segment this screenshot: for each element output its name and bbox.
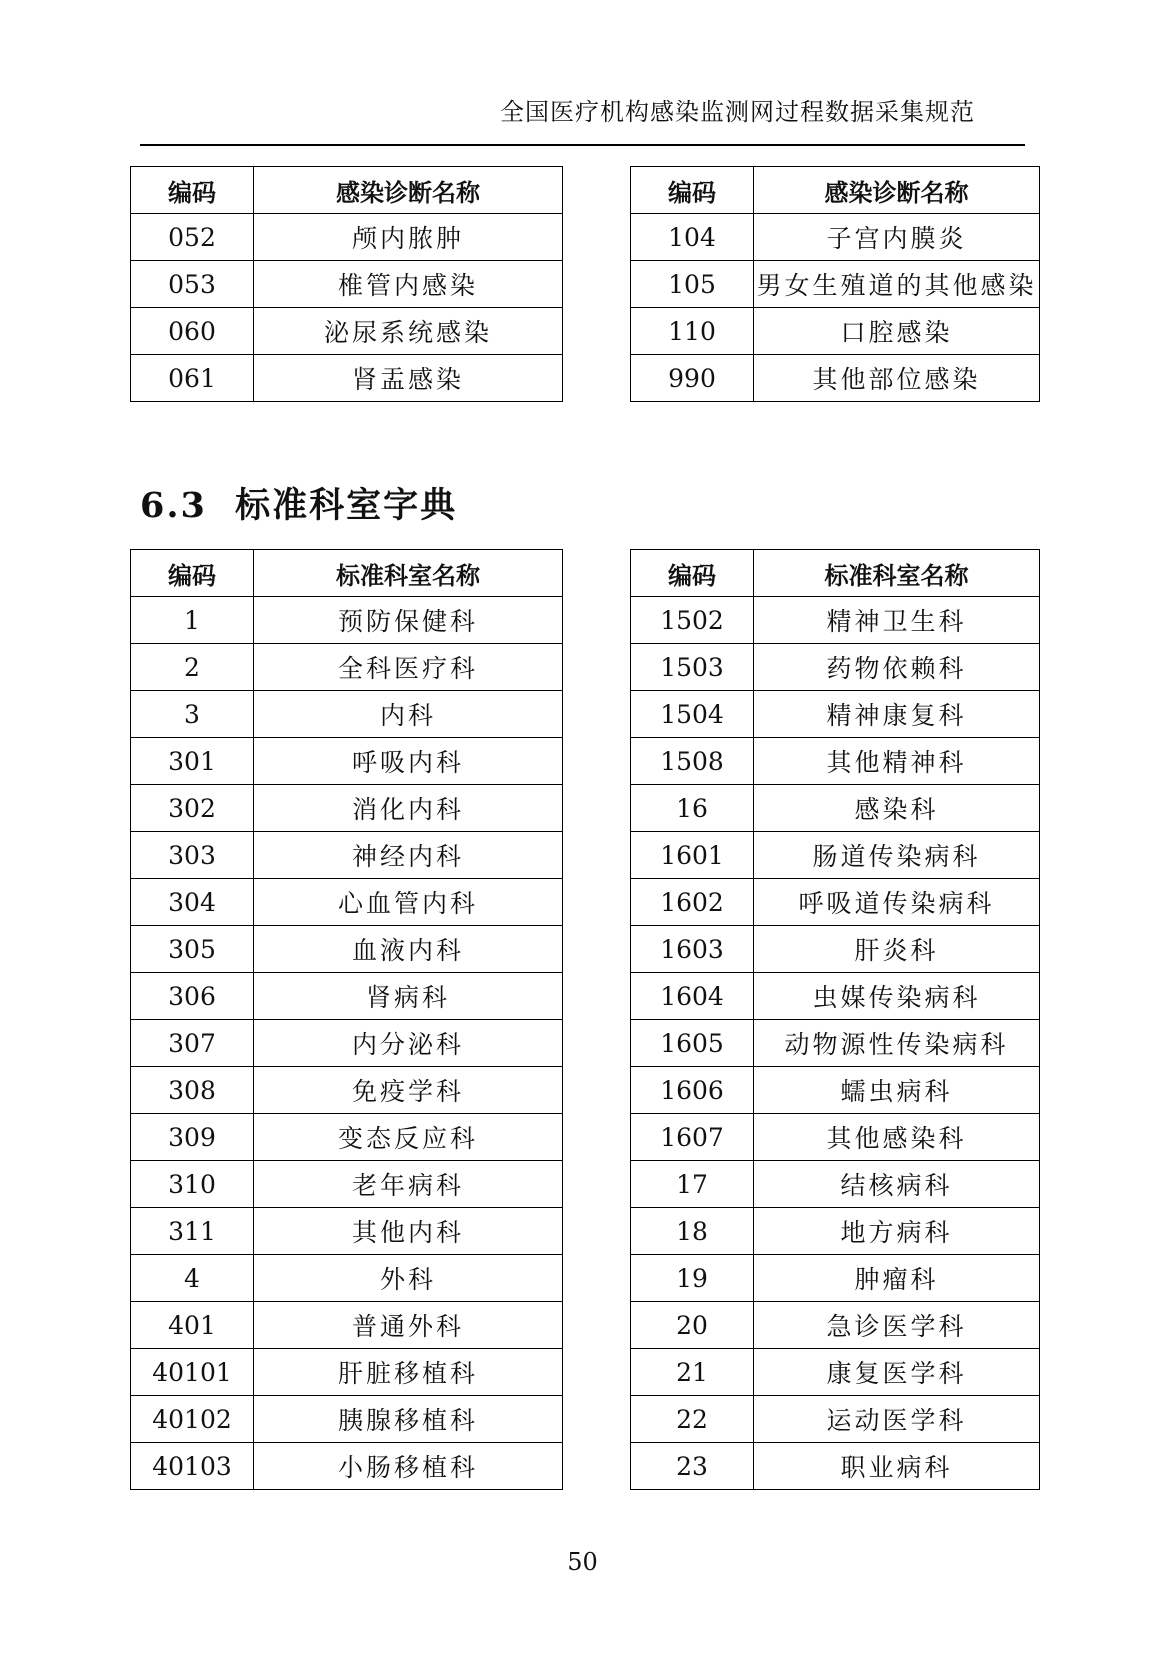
name-cell: 动物源性传染病科 xyxy=(754,1020,1040,1067)
column-header-code: 编码 xyxy=(631,550,754,597)
table-row xyxy=(131,973,563,1020)
table-row xyxy=(631,973,1040,1020)
table-row xyxy=(631,879,1040,926)
name-cell: 内分泌科 xyxy=(254,1020,563,1067)
section-number: 6.3 xyxy=(140,485,207,526)
table-row xyxy=(131,1443,563,1490)
table-row xyxy=(131,1255,563,1302)
code-cell: 308 xyxy=(131,1067,254,1114)
name-cell: 全科医疗科 xyxy=(254,644,563,691)
code-cell: 110 xyxy=(631,308,754,355)
code-cell: 18 xyxy=(631,1208,754,1255)
code-cell: 21 xyxy=(631,1349,754,1396)
code-cell: 19 xyxy=(631,1255,754,1302)
code-cell: 1 xyxy=(131,597,254,644)
code-cell: 1602 xyxy=(631,879,754,926)
column-header-name: 标准科室名称 xyxy=(254,550,563,597)
table-row xyxy=(131,691,563,738)
table-row xyxy=(131,832,563,879)
table-row xyxy=(631,691,1040,738)
code-cell: 1504 xyxy=(631,691,754,738)
code-cell: 4 xyxy=(131,1255,254,1302)
code-cell: 061 xyxy=(131,355,254,402)
code-cell: 17 xyxy=(631,1161,754,1208)
name-cell: 小肠移植科 xyxy=(254,1443,563,1490)
code-cell: 307 xyxy=(131,1020,254,1067)
code-cell: 310 xyxy=(131,1161,254,1208)
name-cell: 地方病科 xyxy=(754,1208,1040,1255)
code-cell: 40102 xyxy=(131,1396,254,1443)
name-cell: 神经内科 xyxy=(254,832,563,879)
table-body xyxy=(131,597,563,1490)
code-cell: 1607 xyxy=(631,1114,754,1161)
header-rule xyxy=(140,144,1025,146)
table-row xyxy=(131,1114,563,1161)
name-cell: 呼吸内科 xyxy=(254,738,563,785)
code-cell: 1508 xyxy=(631,738,754,785)
name-cell: 男女生殖道的其他感染 xyxy=(754,261,1040,308)
table-row xyxy=(131,308,563,355)
table-row xyxy=(631,644,1040,691)
name-cell: 血液内科 xyxy=(254,926,563,973)
code-cell: 16 xyxy=(631,785,754,832)
name-cell: 消化内科 xyxy=(254,785,563,832)
name-cell: 结核病科 xyxy=(754,1161,1040,1208)
code-cell: 22 xyxy=(631,1396,754,1443)
table-row xyxy=(131,785,563,832)
code-cell: 40103 xyxy=(131,1443,254,1490)
table-row xyxy=(131,355,563,402)
code-cell: 40101 xyxy=(131,1349,254,1396)
code-cell: 1601 xyxy=(631,832,754,879)
table-header-row xyxy=(631,167,1040,214)
code-cell: 104 xyxy=(631,214,754,261)
department-table-left xyxy=(130,549,563,1490)
running-header-title: 全国医疗机构感染监测网过程数据采集规范 xyxy=(500,98,975,126)
name-cell: 普通外科 xyxy=(254,1302,563,1349)
name-cell: 肝炎科 xyxy=(754,926,1040,973)
table-row xyxy=(631,738,1040,785)
name-cell: 其他内科 xyxy=(254,1208,563,1255)
code-cell: 302 xyxy=(131,785,254,832)
name-cell: 康复医学科 xyxy=(754,1349,1040,1396)
table-row xyxy=(131,926,563,973)
name-cell: 精神康复科 xyxy=(754,691,1040,738)
section-heading xyxy=(140,478,457,528)
table-row xyxy=(631,214,1040,261)
column-header-code: 编码 xyxy=(131,550,254,597)
table-row xyxy=(131,738,563,785)
code-cell: 052 xyxy=(131,214,254,261)
table-body xyxy=(631,214,1040,402)
department-table-right xyxy=(630,549,1040,1490)
name-cell: 虫媒传染病科 xyxy=(754,973,1040,1020)
code-cell: 1604 xyxy=(631,973,754,1020)
table-row xyxy=(131,644,563,691)
table-row xyxy=(631,1114,1040,1161)
code-cell: 053 xyxy=(131,261,254,308)
name-cell: 变态反应科 xyxy=(254,1114,563,1161)
table-row xyxy=(131,261,563,308)
name-cell: 运动医学科 xyxy=(754,1396,1040,1443)
table-row xyxy=(131,214,563,261)
table-header-row xyxy=(131,550,563,597)
code-cell: 105 xyxy=(631,261,754,308)
name-cell: 泌尿系统感染 xyxy=(254,308,563,355)
name-cell: 蠕虫病科 xyxy=(754,1067,1040,1114)
infection-table-right xyxy=(630,166,1040,402)
column-header-code: 编码 xyxy=(131,167,254,214)
table-header-row xyxy=(631,550,1040,597)
table-row xyxy=(631,355,1040,402)
code-cell: 990 xyxy=(631,355,754,402)
code-cell: 1605 xyxy=(631,1020,754,1067)
name-cell: 椎管内感染 xyxy=(254,261,563,308)
name-cell: 免疫学科 xyxy=(254,1067,563,1114)
code-cell: 3 xyxy=(131,691,254,738)
table-row xyxy=(631,1349,1040,1396)
table-row xyxy=(131,1208,563,1255)
table-row xyxy=(131,1161,563,1208)
code-cell: 060 xyxy=(131,308,254,355)
name-cell: 其他部位感染 xyxy=(754,355,1040,402)
section-title: 标准科室字典 xyxy=(235,485,458,526)
table-body xyxy=(631,597,1040,1490)
column-header-name: 感染诊断名称 xyxy=(254,167,563,214)
name-cell: 其他感染科 xyxy=(754,1114,1040,1161)
code-cell: 305 xyxy=(131,926,254,973)
table-row xyxy=(631,1255,1040,1302)
name-cell: 内科 xyxy=(254,691,563,738)
table-row xyxy=(631,926,1040,973)
name-cell: 感染科 xyxy=(754,785,1040,832)
table-header-row xyxy=(131,167,563,214)
table-row xyxy=(631,1208,1040,1255)
column-header-code: 编码 xyxy=(631,167,754,214)
name-cell: 肠道传染病科 xyxy=(754,832,1040,879)
table-row xyxy=(131,1020,563,1067)
table-row xyxy=(131,1396,563,1443)
page-number: 50 xyxy=(567,1548,598,1576)
name-cell: 肿瘤科 xyxy=(754,1255,1040,1302)
name-cell: 急诊医学科 xyxy=(754,1302,1040,1349)
code-cell: 303 xyxy=(131,832,254,879)
column-header-name: 感染诊断名称 xyxy=(754,167,1040,214)
table-row xyxy=(631,1161,1040,1208)
table-row xyxy=(631,1396,1040,1443)
code-cell: 401 xyxy=(131,1302,254,1349)
code-cell: 306 xyxy=(131,973,254,1020)
code-cell: 1606 xyxy=(631,1067,754,1114)
name-cell: 外科 xyxy=(254,1255,563,1302)
infection-table-left xyxy=(130,166,563,402)
name-cell: 心血管内科 xyxy=(254,879,563,926)
code-cell: 311 xyxy=(131,1208,254,1255)
table-row xyxy=(131,1349,563,1396)
code-cell: 1502 xyxy=(631,597,754,644)
name-cell: 其他精神科 xyxy=(754,738,1040,785)
name-cell: 药物依赖科 xyxy=(754,644,1040,691)
name-cell: 职业病科 xyxy=(754,1443,1040,1490)
table-row xyxy=(131,1067,563,1114)
code-cell: 301 xyxy=(131,738,254,785)
code-cell: 2 xyxy=(131,644,254,691)
table-row xyxy=(631,1020,1040,1067)
name-cell: 胰腺移植科 xyxy=(254,1396,563,1443)
name-cell: 口腔感染 xyxy=(754,308,1040,355)
code-cell: 309 xyxy=(131,1114,254,1161)
table-row xyxy=(631,785,1040,832)
name-cell: 颅内脓肿 xyxy=(254,214,563,261)
column-header-name: 标准科室名称 xyxy=(754,550,1040,597)
name-cell: 子宫内膜炎 xyxy=(754,214,1040,261)
name-cell: 肾病科 xyxy=(254,973,563,1020)
name-cell: 呼吸道传染病科 xyxy=(754,879,1040,926)
table-row xyxy=(131,879,563,926)
table-row xyxy=(631,1443,1040,1490)
code-cell: 20 xyxy=(631,1302,754,1349)
table-row xyxy=(631,1302,1040,1349)
code-cell: 304 xyxy=(131,879,254,926)
table-row xyxy=(631,597,1040,644)
code-cell: 1603 xyxy=(631,926,754,973)
table-row xyxy=(131,597,563,644)
table-body xyxy=(131,214,563,402)
table-row xyxy=(631,832,1040,879)
code-cell: 23 xyxy=(631,1443,754,1490)
name-cell: 精神卫生科 xyxy=(754,597,1040,644)
table-row xyxy=(131,1302,563,1349)
name-cell: 肾盂感染 xyxy=(254,355,563,402)
code-cell: 1503 xyxy=(631,644,754,691)
table-row xyxy=(631,308,1040,355)
table-row xyxy=(631,1067,1040,1114)
name-cell: 预防保健科 xyxy=(254,597,563,644)
name-cell: 老年病科 xyxy=(254,1161,563,1208)
name-cell: 肝脏移植科 xyxy=(254,1349,563,1396)
table-row xyxy=(631,261,1040,308)
